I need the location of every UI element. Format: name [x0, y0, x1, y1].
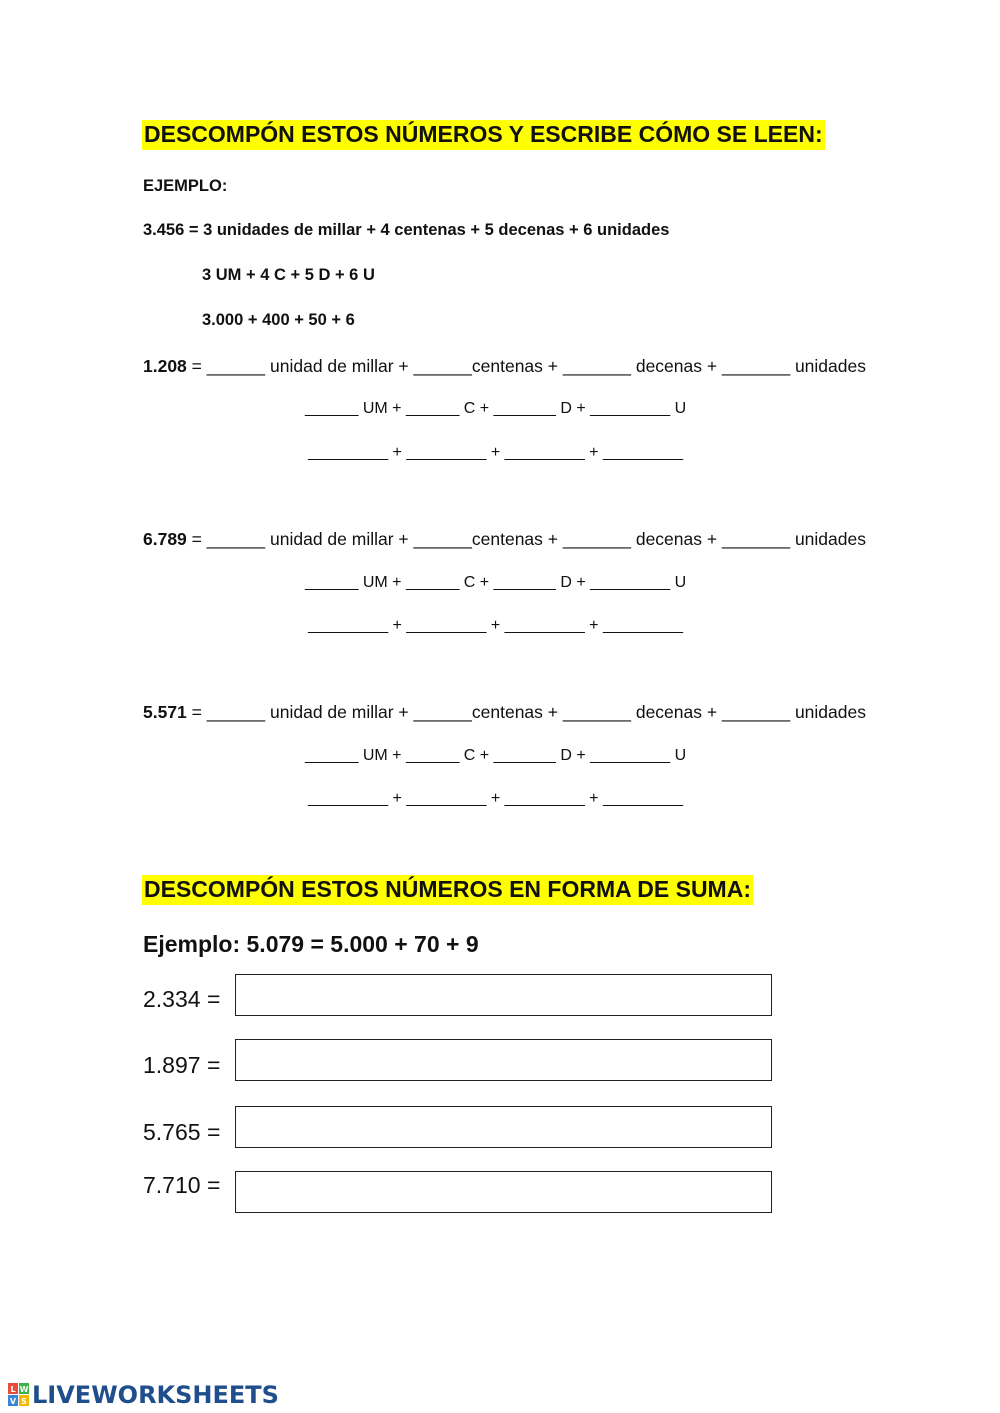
sum-item-1-label: 2.334 =	[143, 986, 221, 1012]
example-line-3: 3.000 + 400 + 50 + 6	[202, 311, 355, 329]
logo-text: LIVEWORKSHEETS	[32, 1381, 279, 1409]
sum-item-4-answer-box[interactable]	[235, 1171, 772, 1213]
svg-text:L: L	[10, 1385, 16, 1394]
svg-text:S: S	[21, 1397, 27, 1406]
sum-item-1-answer-box[interactable]	[235, 974, 772, 1016]
exercise-2-line-1-text: = ______ unidad de millar + ______centenas + _______ decenas + _______ unidades	[186, 529, 866, 549]
exercise-3-line-1-text: = ______ unidad de millar + ______centenas + _______ decenas + _______ unidades	[186, 702, 866, 722]
sum-item-4-input[interactable]	[236, 1172, 771, 1212]
exercise-3-number: 5.571	[143, 702, 187, 722]
sum-item-1-input[interactable]	[236, 975, 771, 1015]
exercise-1-line-1-text: = ______ unidad de millar + ______centenas + _______ decenas + _______ unidades	[186, 356, 866, 376]
sum-item-3-label: 5.765 =	[143, 1119, 221, 1145]
sum-item-3-answer-box[interactable]	[235, 1106, 772, 1148]
exercise-3-line-3: _________ + _________ + _________ + _________	[308, 790, 684, 807]
exercise-3-line-2: ______ UM + ______ C + _______ D + _________ U	[305, 747, 687, 764]
sum-item-2-label: 1.897 =	[143, 1052, 221, 1078]
svg-text:V: V	[9, 1397, 17, 1406]
exercise-1-line-3: _________ + _________ + _________ + _________	[308, 444, 684, 461]
exercise-2-number: 6.789	[143, 529, 187, 549]
example-line-2: 3 UM + 4 C + 5 D + 6 U	[202, 266, 375, 284]
sum-item-3-input[interactable]	[236, 1107, 771, 1147]
sum-item-2-answer-box[interactable]	[235, 1039, 772, 1081]
liveworksheets-logo	[8, 1380, 279, 1410]
exercise-3-line-1	[143, 702, 866, 723]
example-label: EJEMPLO:	[143, 177, 228, 195]
sum-example: Ejemplo: 5.079 = 5.000 + 70 + 9	[143, 931, 479, 957]
liveworksheets-blocks-icon	[8, 1383, 30, 1407]
exercise-2-line-2: ______ UM + ______ C + _______ D + _________ U	[305, 574, 687, 591]
exercise-1-line-2: ______ UM + ______ C + _______ D + _________ U	[305, 400, 687, 417]
section1-heading: DESCOMPÓN ESTOS NÚMEROS Y ESCRIBE CÓMO SE LEEN:	[142, 120, 825, 150]
sum-item-2-input[interactable]	[236, 1040, 771, 1080]
sum-item-4-label: 7.710 =	[143, 1172, 221, 1198]
exercise-1-line-1	[143, 356, 866, 377]
exercise-2-line-3: _________ + _________ + _________ + _________	[308, 617, 684, 634]
exercise-2-line-1	[143, 529, 866, 550]
section2-heading: DESCOMPÓN ESTOS NÚMEROS EN FORMA DE SUMA:	[142, 875, 753, 905]
example-line-1: 3.456 = 3 unidades de millar + 4 centenas + 5 decenas + 6 unidades	[143, 221, 670, 239]
svg-text:W: W	[19, 1385, 29, 1394]
exercise-1-number: 1.208	[143, 356, 187, 376]
